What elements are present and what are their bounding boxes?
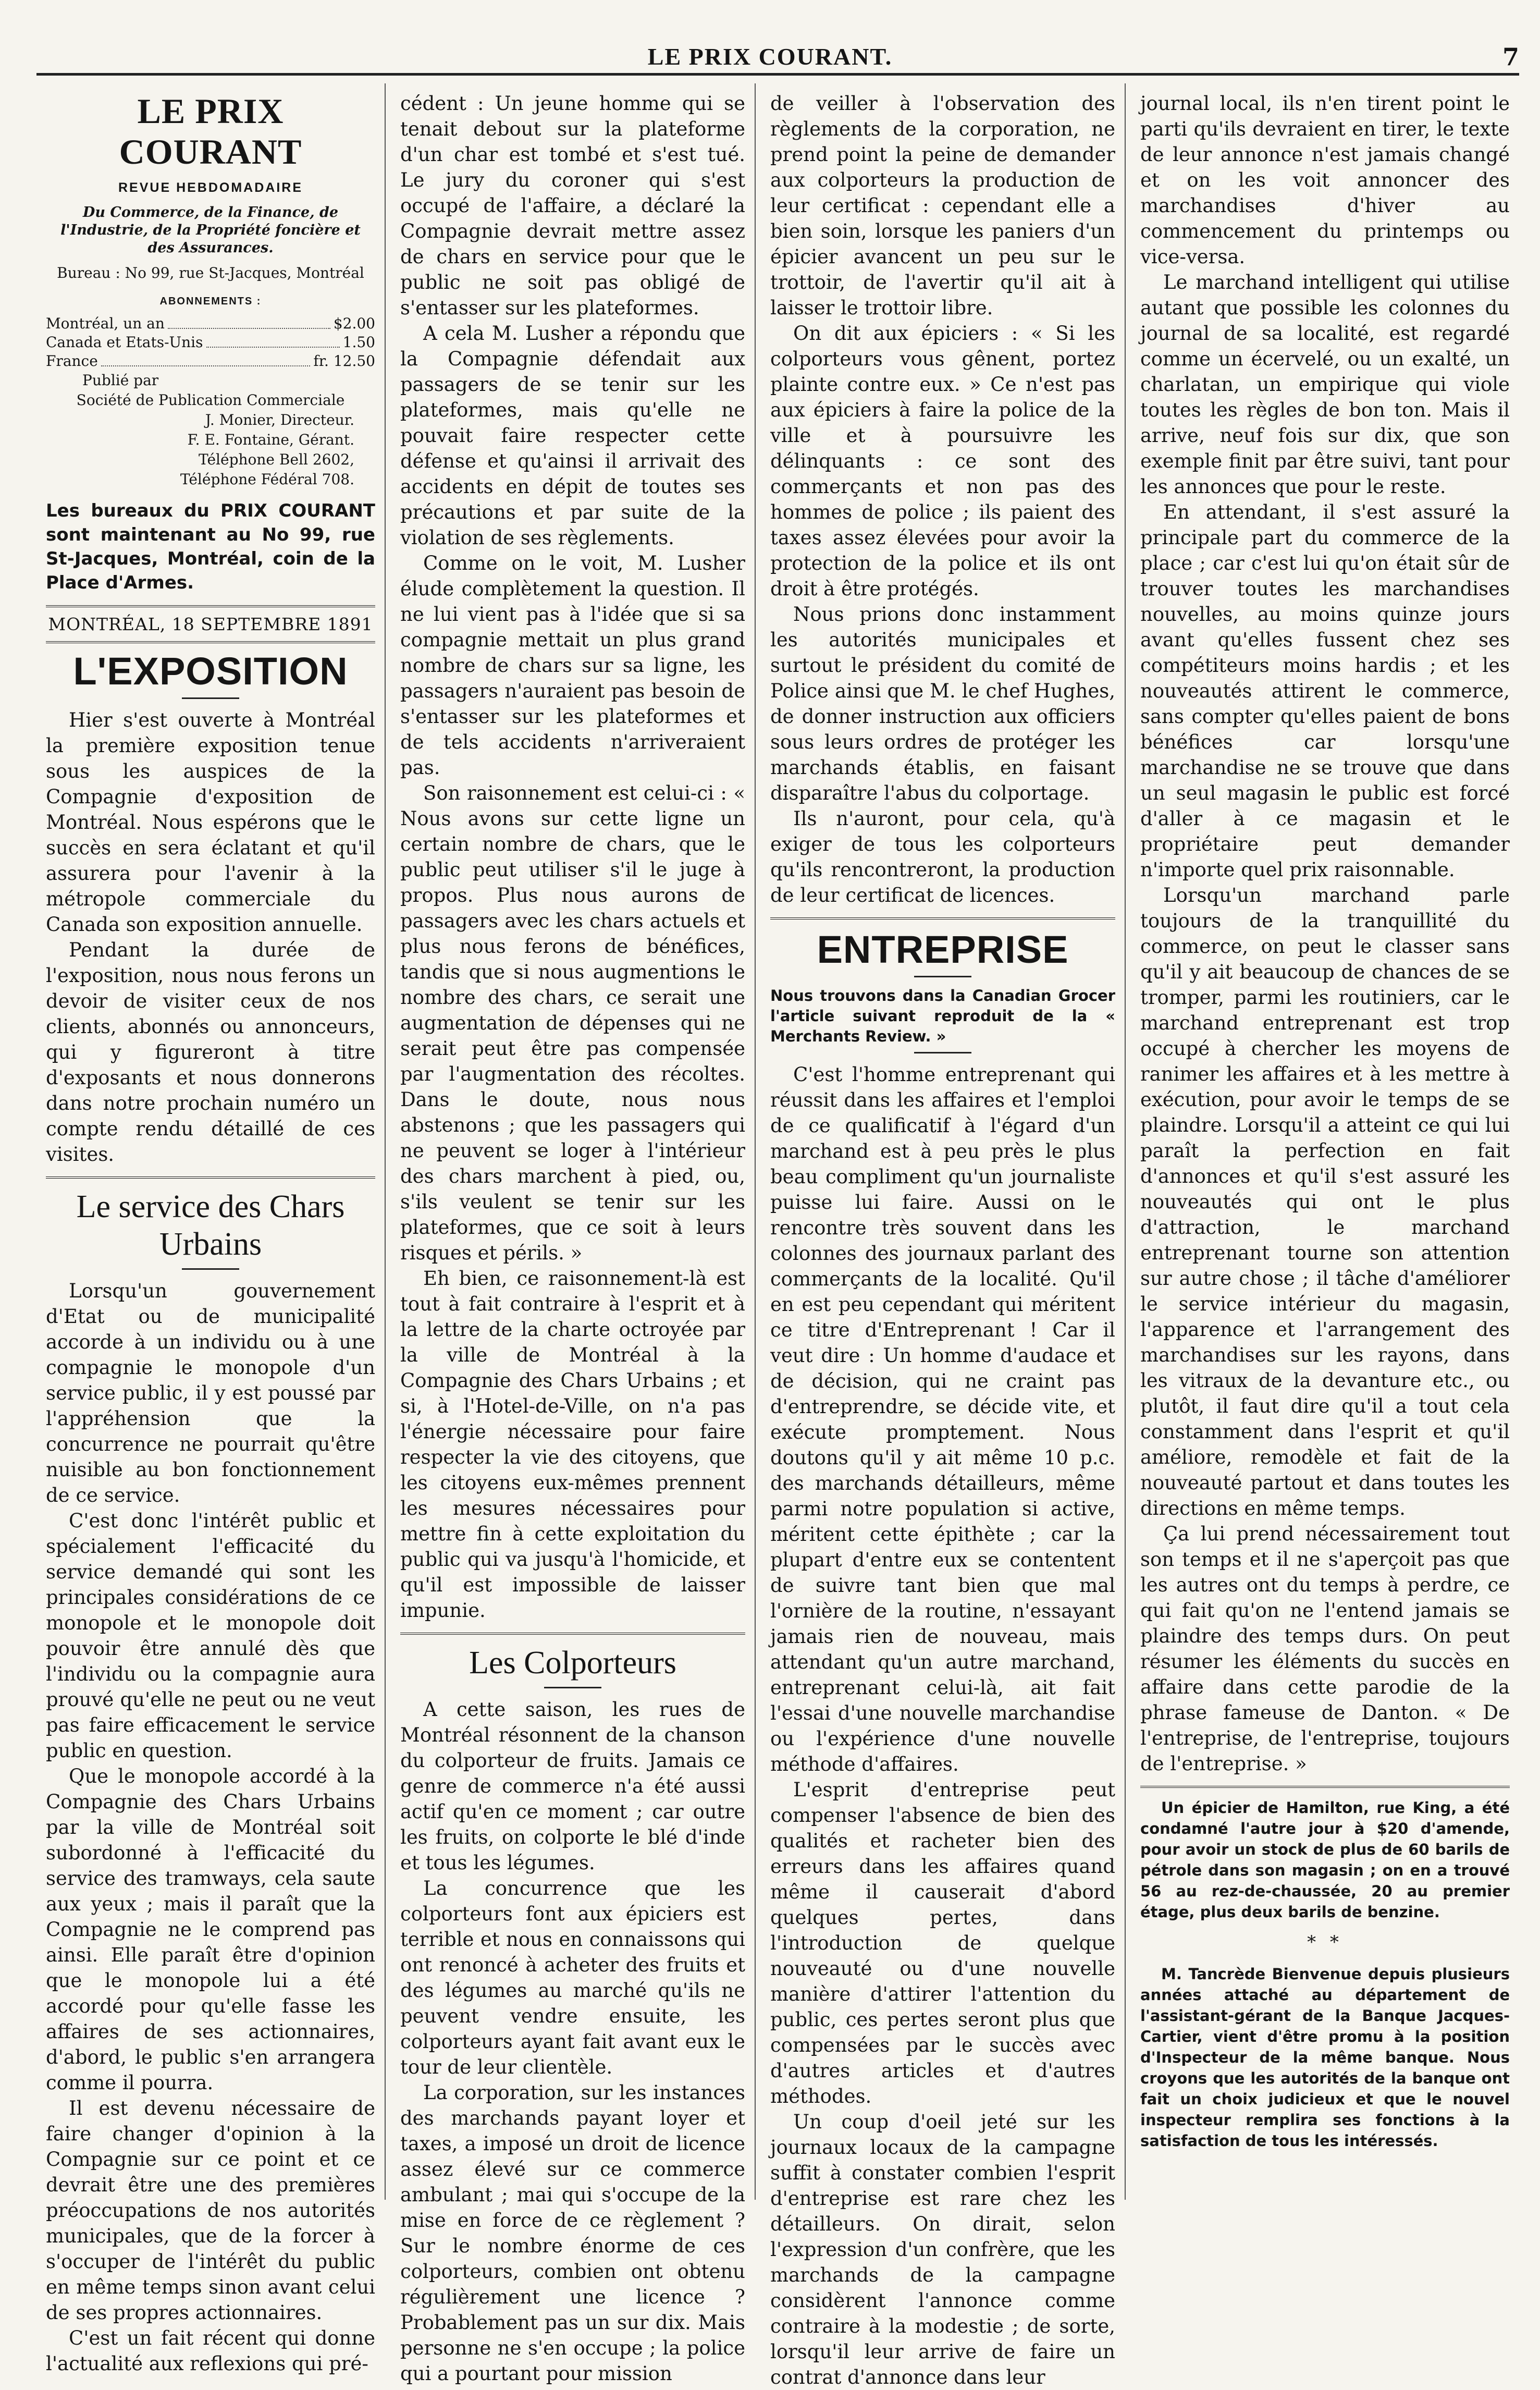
entreprise-title: ENTREPRISE bbox=[817, 928, 1069, 971]
column-3 bbox=[761, 83, 1126, 2388]
masthead-description: Du Commerce, de la Finance, de l'Industrie, de la Propriété foncière et des Assurances. bbox=[60, 204, 361, 256]
column-1 bbox=[36, 83, 386, 2375]
masthead bbox=[46, 91, 375, 643]
article-paragraph: Lorsqu'un gouvernement d'Etat ou de municipalité accorde à un individu ou à une compagnie le monopole d'un service public, il y est poussé par l'appréhension que la concurrence ne pourrait qu'être nuisible au bon fonctionnement de ce service. bbox=[46, 1280, 375, 1506]
article-paragraph: A cette saison, les rues de Montréal résonnent de la chanson du colporteur de fruits. Jamais ce genre de commerce n'a été aussi actif qu'en ce moment ; car outre les fruits, on colporte le blé d'inde et tous les légumes. bbox=[400, 1698, 745, 1874]
brief-text: Un épicier de Hamilton, rue King, a été condamné l'autre jour à $20 d'amende, pour avoir un stock de plus de 60 barils de pétrole dans son magasin ; on en a trouvé 56 au rez-de-chaussée, 20 au premier étage, plus deux barils de benzine. bbox=[1140, 1799, 1510, 1921]
entreprise-intro: Nous trouvons dans la Canadian Grocer l'article suivant reproduit de la « Merchants Review. » bbox=[770, 987, 1115, 1045]
article-paragraph: La concurrence que les colporteurs font aux épiciers est terrible et nous en connaissons qui ont renoncé à acheter des fruits et des légumes au marché qu'ils ne peuvent vendre ensuite, les colporteurs ayant fait avant eux le tour de leur clientèle. bbox=[400, 1877, 745, 2078]
exposition-title: L'EXPOSITION bbox=[73, 649, 348, 693]
price-place: Canada et Etats-Unis bbox=[46, 334, 203, 351]
article-paragraph: Eh bien, ce raisonnement-là est tout à fait contraire à l'esprit et à la lettre de la charte octroyée par la ville de Montréal à la Compagnie des Chars Urbains ; et si, à l'Hotel-de-Ville, on n'a pas l'énergie nécessaire pour faire respecter la vie des citoyens, que les citoyens eux-mêmes prennent les mesures nécessaires pour mettre fin à cette exploitation du public qui va jusqu'à l'homicide, et qu'il est impossible de laisser impunie. bbox=[400, 1267, 745, 1622]
chars-title: Le service des Chars Urbains bbox=[76, 1189, 345, 1262]
masthead-subtitle: REVUE HEBDOMADAIRE bbox=[118, 180, 303, 195]
brief-tancrede bbox=[1140, 1964, 1510, 2151]
office-notice: Les bureaux du PRIX COURANT sont maintenant au No 99, rue St-Jacques, Montréal, coin de la Place d'Armes. bbox=[46, 500, 375, 593]
separator-stars: * * bbox=[1307, 1932, 1343, 1953]
article-paragraph: Que le monopole accordé à la Compagnie des Chars Urbains par la ville de Montréal soit subordonné à l'efficacité du service des tramways, cela saute aux yeux ; mais il paraît que la Compagnie ne le comprend pas ainsi. Elle paraît être d'opinion que le monopole lui a été accordé pour qu'elle fasse les affaires de ses actionnaires, d'abord, le public s'en arrangera comme il pourra. bbox=[46, 1765, 375, 2094]
phone-federal: Téléphone Fédéral 708. bbox=[180, 471, 354, 488]
manager: F. E. Fontaine, Gérant. bbox=[187, 431, 354, 448]
article-paragraph: C'est l'homme entreprenant qui réussit dans les affaires et l'emploi de ce qualificatif à l'égard d'un marchand est à peu près le plus beau compliment qu'un journaliste puisse lui faire. Aussi on le rencontre très souvent dans les colonnes des journaux parlant des commerçants de la localité. Qu'il en est peu cependant qui méritent ce titre d'Entreprenant ! Car il veut dire : Un homme d'audace et de décision, qui ne craint pas d'entreprendre, se décide vite, et exécute promptement. Nous doutons qu'il y ait même 10 p.c. des marchands détailleurs, même parmi notre population si active, méritent cette épithète ; car la plupart d'entre eux se contentent de suivre tant bien que mal l'ornière de la routine, n'essayant jamais rien de nouveau, mais attendant qu'un autre marchand, entreprenant celui-là, ait fait l'essai d'une nouvelle marchandise ou l'expérience d'une nouvelle méthode d'affaires. bbox=[770, 1063, 1115, 1775]
price-row bbox=[46, 314, 375, 333]
article-paragraph: Pendant la durée de l'exposition, nous nous ferons un devoir de visiter ceux de nos clients, abonnés ou annonceurs, qui y figureront à titre d'exposants et nous donnerons dans notre prochain numéro un compte rendu détaillé de ces visites. bbox=[46, 939, 375, 1166]
article-paragraph: En attendant, il s'est assuré la principale part du commerce de la place ; car c'est lui qu'on était sûr de trouver toutes les marchandises nouvelles, au moins quinze jours avant qu'elles fussent chez ses compétiteurs moins hardis ; et les nouveautés attirent le commerce, sans compter qu'elles paient de bons bénéfices car lorsqu'une marchandise ne se trouve que dans un seul magasin le public est forcé d'aller à ce magasin et le propriétaire peut demander n'importe quel prix raisonnable. bbox=[1140, 501, 1510, 881]
section-rule bbox=[770, 917, 1115, 920]
price-place: France bbox=[46, 352, 98, 370]
masthead-bureau: Bureau : No 99, rue St-Jacques, Montréal bbox=[57, 264, 364, 281]
dot-leader bbox=[168, 314, 330, 329]
article-paragraph: C'est donc l'intérêt public et spécialement l'efficacité du service demandé qui sont les principales considérations de ce monopole et le monopole doit pouvoir être annulé dès que l'individu ou la compagnie aura prouvé qu'elle ne peut ou ne veut pas faire efficacement le service public en question. bbox=[46, 1510, 375, 1762]
price-value: $2.00 bbox=[333, 315, 375, 332]
dot-leader bbox=[206, 333, 340, 348]
article-paragraph: Comme on le voit, M. Lusher élude complètement la question. Il ne lui vient pas à l'idée que si sa compagnie mettait un plus grand nombre de chars sur sa ligne, les passagers n'auraient pas besoin de s'entasser sur les plateformes et de tels accidents n'arriveraient pas. bbox=[400, 552, 745, 779]
article-paragraph: Ça lui prend nécessairement tout son temps et il ne s'aperçoit pas que les autres ont du temps à perdre, ce qui fait qu'on ne l'entend jamais se plaindre des temps durs. On peut résumer les éléments du succès en affaire dans cette parodie de la phrase fameuse de Danton. « De l'entreprise, de l'entreprise, toujours de l'entreprise. » bbox=[1140, 1523, 1510, 1775]
dateline: MONTRÉAL, 18 SEPTEMBRE 1891 bbox=[46, 605, 375, 643]
article-paragraph: Nous prions donc instamment les autorités municipales et surtout le président du comité de Police ainsi que M. le chef Hughes, de donner instruction aux officiers sous leurs ordres de protéger les marchands établis, en faisant disparaître l'abus du colportage. bbox=[770, 603, 1115, 804]
price-value: 1.50 bbox=[342, 334, 375, 351]
price-row bbox=[46, 352, 375, 371]
column-4 bbox=[1131, 83, 1519, 2200]
title-rule bbox=[914, 976, 971, 977]
article-paragraph: La corporation, sur les instances des marchands payant loyer et taxes, a imposé un droit de licence assez élevé sur ce commerce ambulant ; mai qui s'occupe de la mise en force de ce règlement ? Sur le nombre énorme de ces colporteurs, combien ont obtenu régulièrement une licence ? Probablement pas un sur dix. Mais personne ne s'en occupe ; la police qui a pourtant pour mission bbox=[400, 2081, 745, 2385]
article-paragraph: cédent : Un jeune homme qui se tenait debout sur la plateforme d'un char est tombé et s'est tué. Le jury du coroner qui s'est occupé de l'affaire, a déclaré la Compagnie devrait mettre assez de chars en service pour que le public ne soit pas obligé de s'entasser sur les plateformes. bbox=[400, 92, 745, 319]
brief-text: M. Tancrède Bienvenue depuis plusieurs années attaché au département de l'assistant-gérant de la Banque Jacques-Cartier, vient d'être promu à la position d'Inspecteur de la même banque. Nous croyons que les autorités de la banque ont fait un choix judicieux et que le nouvel inspecteur remplira ses fonctions à la satisfaction de tous les intéressés. bbox=[1140, 1965, 1510, 2150]
article-paragraph: A cela M. Lusher a répondu que la Compagnie défendait aux passagers de se tenir sur les plateformes, mais qu'elle ne pouvait faire respecter cette défense et qu'ainsi il arrivait des accidents en dépit de toutes ses précautions et par suite de la violation de ses règlements. bbox=[400, 322, 745, 549]
article-paragraph: de veiller à l'observation des règlements de la corporation, ne prend point la peine de demander aux colporteurs la production de leur certificat : cependant elle a bien soin, lorsque les paniers d'un épicier avancent un peu sur le trottoir, de l'avertir qu'il ait à laisser le trottoir libre. bbox=[770, 92, 1115, 319]
price-value: fr. 12.50 bbox=[313, 352, 375, 370]
page-number: 7 bbox=[1502, 43, 1519, 71]
header-rule bbox=[36, 73, 1519, 76]
section-rule bbox=[46, 1176, 375, 1179]
article-paragraph: Hier s'est ouverte à Montréal la première exposition tenue sous les auspices de la Compagnie d'exposition de Montréal. Nous espérons que le succès en sera éclatant et qu'il assurera pour l'avenir à la métropole commerciale du Canada son exposition annuelle. bbox=[46, 709, 375, 936]
publie-par: Publié par bbox=[82, 372, 159, 389]
dot-leader bbox=[101, 352, 311, 366]
column-2 bbox=[391, 83, 756, 2385]
article-paragraph: Ils n'auront, pour cela, qu'à exiger de tous les colporteurs qu'ils rencontreront, la production de leur certificat de licences. bbox=[770, 807, 1115, 906]
section-rule bbox=[1140, 1786, 1510, 1788]
article-paragraph: Un coup d'oeil jeté sur les journaux locaux de la campagne suffit à constater combien l'esprit d'entreprise est rare chez les détailleurs. On dirait, selon l'expression d'un confrère, que les marchands de la campagne considèrent l'annonce comme contraire à la modestie ; de sorte, lorsqu'il leur arrive de faire un contrat d'annonce dans leur bbox=[770, 2111, 1115, 2388]
publisher: Société de Publication Commerciale bbox=[76, 391, 345, 409]
title-rule bbox=[544, 1687, 601, 1688]
brief-hamilton bbox=[1140, 1797, 1510, 1922]
article-paragraph: On dit aux épiciers : « Si les colporteurs vous gênent, portez plainte contre eux. » Ce n'est pas aux épiciers à faire la police de la ville et à poursuivre les délinquants : ce sont des commerçants et non pas des hommes de police ; ils paient des taxes assez élevées pour avoir la protection de la police et ils ont droit à être protégés. bbox=[770, 322, 1115, 600]
abonnements-label: ABONNEMENTS : bbox=[159, 296, 262, 307]
title-rule bbox=[182, 1268, 239, 1270]
article-paragraph: Il est devenu nécessaire de faire changer d'opinion à la Compagnie sur ce point et ce devrait être une des premières préoccupations de nos autorités municipales, que de la forcer à s'occuper de l'intérêt du public en même temps sinon avant celui de ses propres actionnaires. bbox=[46, 2097, 375, 2324]
director: J. Monier, Directeur. bbox=[205, 411, 354, 428]
phone-bell: Téléphone Bell 2602, bbox=[198, 451, 354, 468]
article-paragraph: journal local, ils n'en tirent point le parti qu'ils devraient en tirer, le texte de leur annonce n'est jamais changé et on les voit annoncer des marchandises d'hiver au commencement du printemps ou vice-versa. bbox=[1140, 92, 1510, 268]
section-rule bbox=[400, 1633, 745, 1635]
article-paragraph: C'est un fait récent qui donne l'actualité aux reflexions qui pré- bbox=[46, 2327, 375, 2375]
title-rule bbox=[914, 1052, 971, 1053]
colporteurs-title: Les Colporteurs bbox=[469, 1645, 676, 1681]
price-place: Montréal, un an bbox=[46, 315, 165, 332]
running-title: LE PRIX COURANT. bbox=[647, 43, 893, 70]
article-paragraph: Lorsqu'un marchand parle toujours de la tranquillité du commerce, on peut le classer sans qu'il y ait beaucoup de chances de se tromper, parmi les routiniers, car le marchand entreprenant est trop occupé à chercher les moyens de ranimer les affaires et à les mettre à exécution, pour avoir le temps de se plaindre. Lorsqu'il a atteint ce qui lui paraît la perfection en fait d'annonces et qu'il s'est assuré les nouveautés qui ont le plus d'attraction, le marchand entreprenant tourne son attention sur autre chose ; il tâche d'améliorer le service intérieur du magasin, l'apparence et l'arrangement des marchandises sur les rayons, dans les vitraux de la devanture etc., ou plutôt, il faut dire qu'il a tout cela constamment dans l'esprit et qu'il améliore, remodèle et fait de la nouveauté partout et dans toutes les directions en même temps. bbox=[1140, 884, 1510, 1519]
title-rule bbox=[182, 697, 239, 699]
masthead-title: LE PRIX COURANT bbox=[119, 91, 302, 171]
article-paragraph: Le marchand intelligent qui utilise autant que possible les colonnes du journal de sa localité, est regardé comme un écervelé, ou un exalté, un charlatan, un empirique qui viole toutes les règles de bon ton. Mais il arrive, neuf fois sur dix, que son exemple finit par être suivi, tant pour les annonces que pour le reste. bbox=[1140, 271, 1510, 498]
price-row bbox=[46, 333, 375, 352]
article-paragraph: Son raisonnement est celui-ci : « Nous avons sur cette ligne un certain nombre de chars, que le public peut utiliser s'il le juge à propos. Plus nous aurons de passagers avec les chars actuels et plus nous ferons de bénéfices, tandis que si nous augmentions le nombre des chars, ce serait une augmentation de dépenses qui ne serait peut être pas compensée par l'augmentation des récoltes. Dans le doute, nous nous abstenons ; que les passagers qui ne peuvent se loger à l'intérieur des chars marchent à pied, ou, s'ils veulent se tenir sur les plateformes, que ce soit à leurs risques et périls. » bbox=[400, 782, 745, 1264]
article-paragraph: L'esprit d'entreprise peut compenser l'absence de bien des qualités et racheter bien des erreurs dans les affaires quand même il causerait d'abord quelques pertes, dans l'introduction de quelque nouveauté ou d'une nouvelle manière d'attirer l'attention du public, ces pertes seront plus que compensées par le succès avec d'autres articles et d'autres méthodes. bbox=[770, 1779, 1115, 2107]
